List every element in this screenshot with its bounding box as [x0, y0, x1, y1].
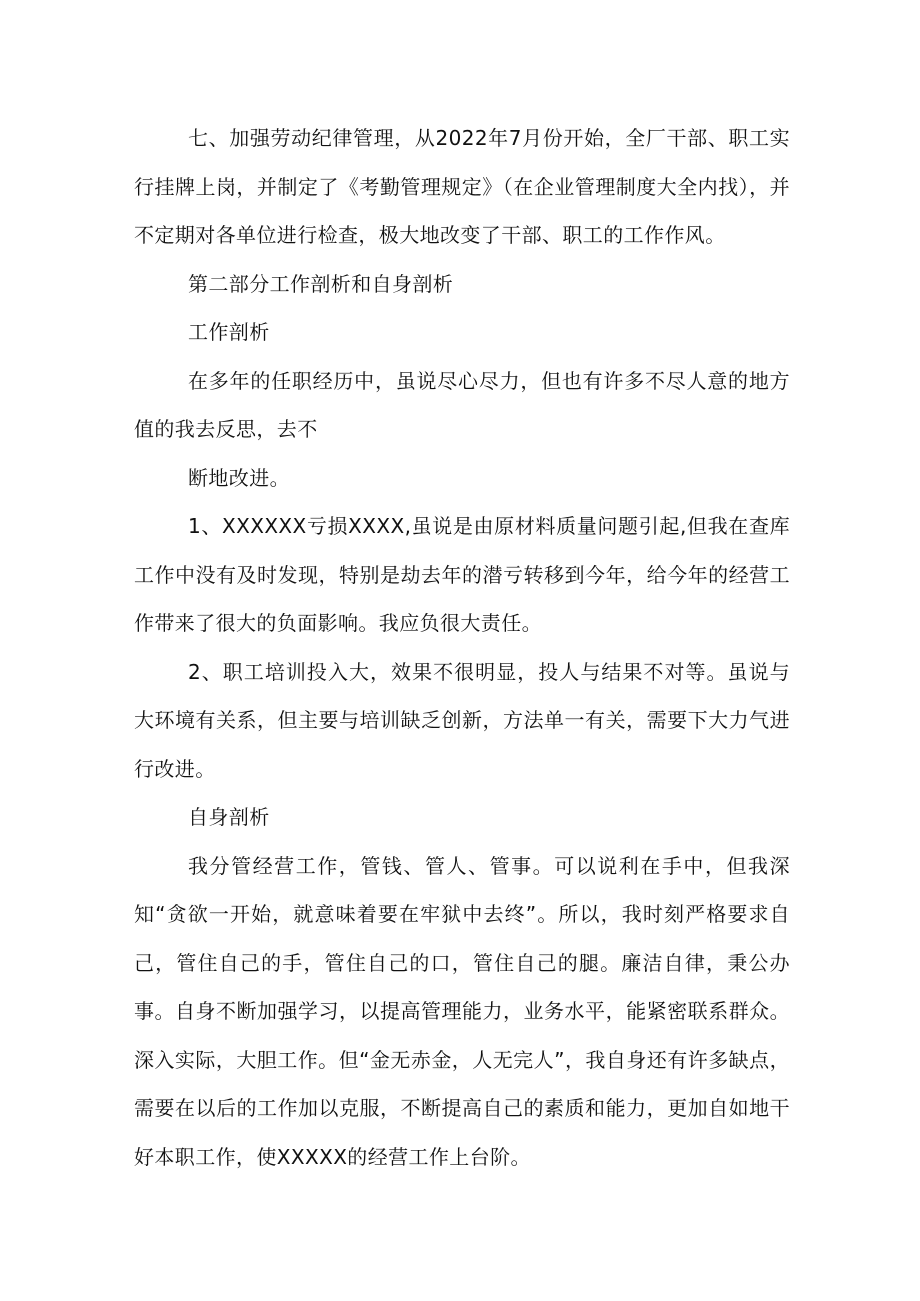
subheading-work-analysis: 工作剖析 [188, 320, 270, 344]
paragraph-point-2-training: 2、职工培训投入大，效果不很明显，投人与结果不对等。虽说与大环境有关系，但主要与培训缺乏创新，方法单一有关，需要下大力气进行改进。 [134, 659, 790, 781]
paragraph-self-analysis: 我分管经营工作，管钱、管人、管事。可以说利在手中，但我深知“贪欲一开始，就意味着要在牢狱中去终”。所以，我时刻严格要求自己，管住自己的手，管住自己的口，管住自己的腿。廉洁自律，秉公办事。自身不断加强学习，以提高管理能力，业务水平，能紧密联系群众。深入实际，大胆工作。但“金无赤金，人无完人”，我自身还有许多缺点，需要在以后的工作加以克服，不断提高自己的素质和能力，更加自如地干好本职工作，使XXXXX的经营工作上台阶。 [134, 853, 790, 1169]
paragraph-point-1-loss: 1、XXXXXX亏损XXXX,虽说是由原材料质量问题引起,但我在查库工作中没有及时发现，特别是劫去年的潜亏转移到今年，给今年的经营工作带来了很大的负面影响。我应负很大责任。 [134, 514, 790, 635]
section-heading-part-two: 第二部分工作剖析和自身剖析 [188, 271, 454, 296]
subheading-self-analysis: 自身剖析 [188, 805, 270, 829]
paragraph-work-analysis-intro: 在多年的任职经历中，虽说尽心尽力，但也有许多不尽人意的地方值的我去反思，去不 [134, 368, 790, 441]
document-body [134, 114, 790, 1181]
paragraph-labor-discipline: 七、加强劳动纪律管理，从2022年7月份开始，全厂干部、职工实行挂牌上岗，并制定了《考勤管理规定》（在企业管理制度大全内找），并不定期对各单位进行检查，极大地改变了干部、职工的工作作风。 [134, 126, 790, 247]
paragraph-work-analysis-continuation: 断地改进。 [188, 465, 290, 490]
